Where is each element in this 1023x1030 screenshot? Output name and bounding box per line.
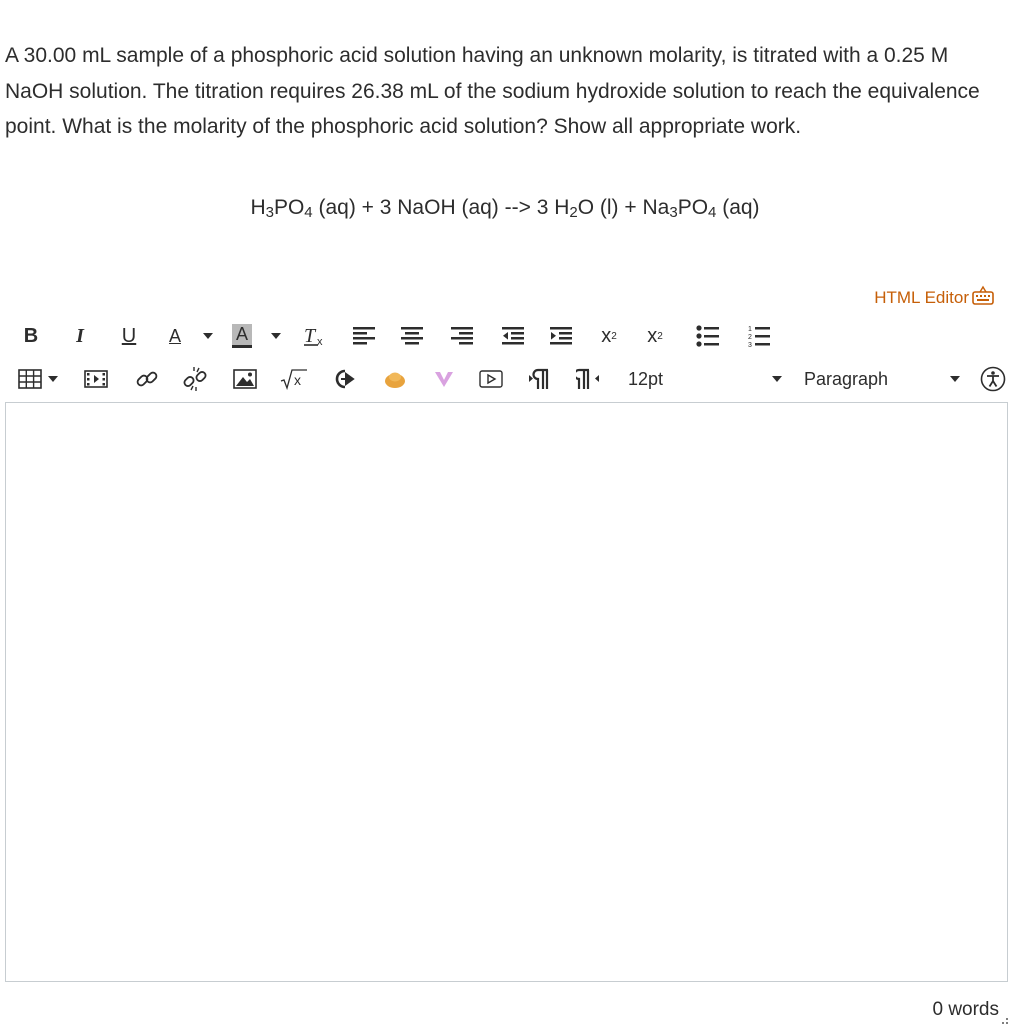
svg-text:1: 1 [748, 326, 752, 333]
square-root-icon [280, 368, 308, 390]
play-icon [479, 369, 503, 389]
rtl-direction-button[interactable] [574, 359, 602, 399]
table-icon [18, 369, 42, 389]
numbered-list-button[interactable] [745, 316, 773, 356]
resize-handle-icon[interactable] [1001, 1012, 1009, 1030]
lti-tool-button[interactable] [381, 359, 409, 399]
numbered-list-icon [747, 325, 771, 347]
chevron-down-icon [772, 376, 782, 382]
table-dropdown[interactable] [46, 359, 60, 399]
toolbar-row-insert [0, 359, 1023, 399]
chevron-down-icon [48, 376, 58, 382]
ltr-direction-button[interactable] [526, 359, 554, 399]
insert-link-button[interactable] [133, 359, 161, 399]
accessibility-checker-button[interactable] [978, 359, 1008, 399]
embed-content-button[interactable] [330, 359, 358, 399]
align-left-icon [352, 326, 376, 346]
background-color-button[interactable] [228, 316, 256, 356]
svg-text:x: x [294, 372, 301, 388]
text-color-button[interactable]: A [168, 325, 181, 346]
background-color-dropdown[interactable] [266, 316, 286, 356]
block-format-value: Paragraph [804, 368, 889, 389]
block-format-select[interactable] [798, 359, 960, 399]
bullet-list-button[interactable] [694, 316, 722, 356]
align-right-button[interactable] [447, 316, 477, 356]
math-equation-button[interactable] [278, 359, 310, 399]
lti-tool-v-button[interactable] [430, 359, 458, 399]
media-button[interactable] [82, 359, 110, 399]
accessibility-icon [980, 366, 1006, 392]
font-size-value: 12pt [628, 368, 664, 389]
background-color-label: A [232, 324, 252, 348]
toolbar-row-formatting [0, 316, 1023, 356]
align-right-icon [450, 326, 474, 346]
subscript-marker: 2 [657, 330, 663, 342]
clear-formatting-button[interactable] [300, 316, 330, 356]
chevron-down-icon [203, 333, 213, 339]
word-count: 0 words [932, 999, 999, 1020]
paragraph-ltr-icon [528, 368, 552, 390]
html-editor-toggle[interactable] [874, 284, 995, 311]
chemical-equation: $H_3PO_4$ (aq) + 3 NaOH (aq) --> 3 $H_2O$ $(l) + Na_3PO_4$ (aq) [250, 196, 760, 221]
film-icon [84, 369, 108, 389]
align-left-button[interactable] [349, 316, 379, 356]
question-text: A 30.00 mL sample of a phosphoric acid solution having an unknown molarity, is titrated with a 0.25 M NaOH solution. The titration requires 26.38 mL of the sodium hydroxide solution to reach the equivalence point. What is the molarity of the phosphoric acid solution? Show all appropriate work. [5, 44, 980, 138]
keyboard-icon [971, 284, 995, 311]
media-recorder-button[interactable] [477, 359, 505, 399]
insert-image-button[interactable] [231, 359, 259, 399]
superscript-label: x [601, 324, 612, 347]
v-tool-icon [432, 369, 456, 389]
svg-text:3: 3 [748, 342, 752, 347]
outdent-button[interactable] [498, 316, 528, 356]
superscript-marker: 2 [611, 330, 617, 342]
table-button[interactable] [16, 359, 44, 399]
underline-button[interactable]: U [121, 324, 137, 347]
chevron-down-icon [950, 376, 960, 382]
svg-text:T: T [304, 325, 316, 347]
svg-text:x: x [317, 336, 323, 348]
cloud-tool-icon [383, 369, 407, 389]
html-editor-label: HTML Editor [874, 287, 969, 307]
rich-content-editor-area[interactable] [5, 402, 1008, 982]
font-size-select[interactable] [622, 359, 782, 399]
svg-text:2: 2 [748, 334, 752, 341]
bullet-list-icon [696, 325, 720, 347]
chevron-down-icon [271, 333, 281, 339]
indent-button[interactable] [546, 316, 576, 356]
italic-button[interactable]: I [76, 324, 84, 347]
indent-icon [549, 326, 573, 346]
remove-link-button[interactable] [180, 359, 210, 399]
text-color-dropdown[interactable] [198, 316, 218, 356]
align-center-icon [400, 326, 424, 346]
arrow-right-icon [332, 368, 356, 390]
align-center-button[interactable] [397, 316, 427, 356]
unlink-icon [182, 366, 208, 392]
bold-button[interactable]: B [23, 324, 39, 347]
subscript-button[interactable] [640, 316, 670, 356]
superscript-button[interactable] [594, 316, 624, 356]
link-icon [135, 367, 159, 391]
image-icon [233, 369, 257, 389]
paragraph-rtl-icon [576, 368, 600, 390]
subscript-label: x [647, 324, 658, 347]
clear-formatting-icon [302, 323, 328, 349]
outdent-icon [501, 326, 525, 346]
